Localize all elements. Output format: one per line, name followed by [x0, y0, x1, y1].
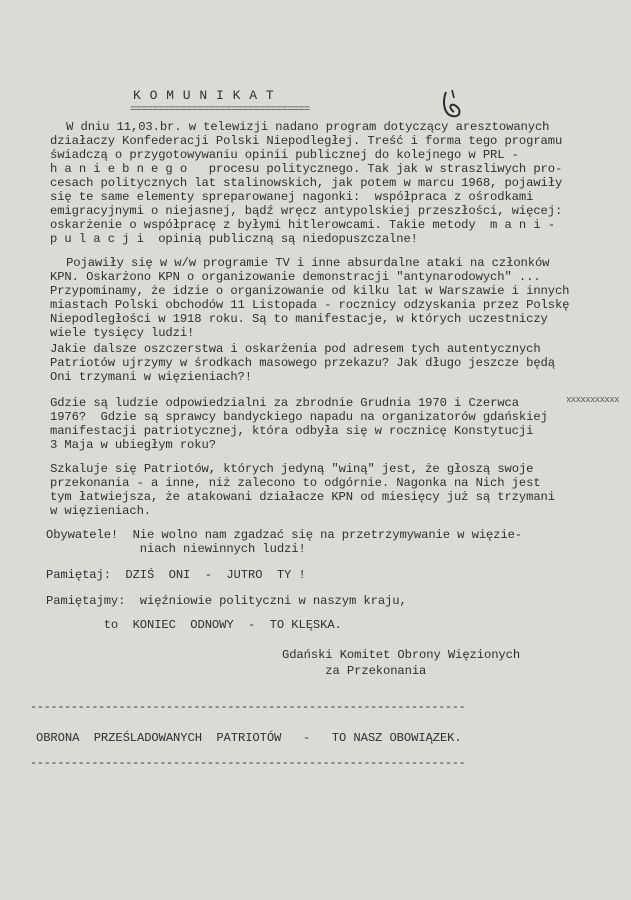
title-underline: ================================ — [130, 104, 310, 116]
paragraph-2-line-5: Niepodległości w 1918 roku. Są to manifestacje, w których uczestniczy — [50, 312, 548, 326]
paragraph-3-line-1: Jakie dalsze oszczerstwa i oskarżenia pod adresem tych autentycznych — [14, 342, 541, 356]
dashed-separator-bottom: ---------------------------------------------------------------- — [30, 756, 466, 770]
appeal-citizens-line-2: niach niewinnych ludzi! — [46, 542, 306, 556]
paragraph-3-line-3: Oni trzymani w więzieniach?! — [50, 370, 252, 384]
paragraph-4-line-1: Gdzie są ludzie odpowiedzialni za zbrodnie Grudnia 1970 i Czerwca — [14, 396, 519, 410]
paragraph-1-line-4: h a n i e b n e g o procesu politycznego. Tak jak w straszliwych pro- — [50, 162, 563, 176]
handwritten-mark-icon — [440, 88, 466, 120]
paragraph-2-line-3: Przypominamy, że idzie o organizowanie od kilku lat w Warszawie i innych — [50, 284, 570, 298]
paragraph-1-line-5: cesach politycznych lat stalinowskich, jak potem w marcu 1968, pojawiły — [50, 176, 563, 190]
paragraph-5-line-4: w więzieniach. — [50, 504, 151, 518]
paragraph-5-line-3: tym łatwiejsza, że atakowani działacze KPN od miesięcy już są trzymani — [50, 490, 555, 504]
paragraph-1-line-7: emigracyjnymi o niejasnej, bądź wręcz antypolskiej przeszłości, więcej: — [50, 204, 563, 218]
signature-line-2: za Przekonania — [282, 664, 427, 678]
slogan: OBRONA PRZEŚLADOWANYCH PATRIOTÓW - TO NASZ OBOWIĄZEK. — [36, 731, 462, 745]
paragraph-1-line-1: W dniu 11,03.br. w telewizji nadano program dotyczący aresztowanych — [30, 120, 550, 134]
appeal-citizens-line-1: Obywatele! Nie wolno nam zgadzać się na przetrzymywanie w więzie- — [46, 528, 523, 542]
paragraph-1-line-3: świadczą o przygotowywaniu opinii publicznej do kolejnego w PRL - — [50, 148, 519, 162]
paragraph-5-line-2: przekonania - a inne, niż zalecono to odgórnie. Nagonka na Nich jest — [50, 476, 541, 490]
margin-note: xxxxxxxxxxx — [566, 395, 619, 405]
paragraph-2-line-4: miastach Polski obchodów 11 Listopada - rocznicy odzyskania przez Polskę — [50, 298, 570, 312]
paragraph-1-line-6: się te same elementy spreparowanej nagonki: współpraca z ośrodkami — [50, 190, 534, 204]
paragraph-2-line-1: Pojawiły się w w/w programie TV i inne absurdalne ataki na członków — [30, 256, 550, 270]
paragraph-5-line-1: Szkaluje się Patriotów, których jedyną "winą" jest, że głoszą swoje — [14, 462, 534, 476]
paragraph-1-line-8: oskarżenie o współpracę z byłymi hitlerowcami. Takie metody m a n i - — [50, 218, 555, 232]
document-title: K O M U N I K A T — [133, 88, 275, 103]
appeal-remember-all-line-2: to KONIEC ODNOWY - TO KLĘSKA. — [46, 618, 342, 632]
appeal-remember: Pamiętaj: DZIŚ ONI - JUTRO TY ! — [46, 568, 306, 582]
dashed-separator-top: ---------------------------------------------------------------- — [30, 700, 466, 714]
paragraph-1-line-2: działaczy Konfederacji Polski Niepodległej. Treść i forma tego programu — [50, 134, 563, 148]
paragraph-4-line-4: 3 Maja w ubiegłym roku? — [50, 438, 216, 452]
paragraph-1-line-9: p u l a c j i opinią publiczną są niedopuszczalne! — [50, 232, 418, 246]
paragraph-4-line-2: 1976? Gdzie są sprawcy bandyckiego napadu na organizatorów gdańskiej — [50, 410, 548, 424]
appeal-remember-all-line-1: Pamiętajmy: więźniowie polityczni w naszym kraju, — [46, 594, 407, 608]
paragraph-4-line-3: manifestacji patriotycznej, która odbyła się w rocznicę Konstytucji — [50, 424, 534, 438]
paragraph-2-line-6: wiele tysięcy ludzi! — [50, 326, 195, 340]
signature-line-1: Gdański Komitet Obrony Więzionych — [282, 648, 521, 662]
paragraph-2-line-2: KPN. Oskarżono KPN o organizowanie demonstracji "antynarodowych" ... — [50, 270, 541, 284]
paragraph-3-line-2: Patriotów ujrzymy w środkach masowego przekazu? Jak długo jeszcze będą — [50, 356, 555, 370]
